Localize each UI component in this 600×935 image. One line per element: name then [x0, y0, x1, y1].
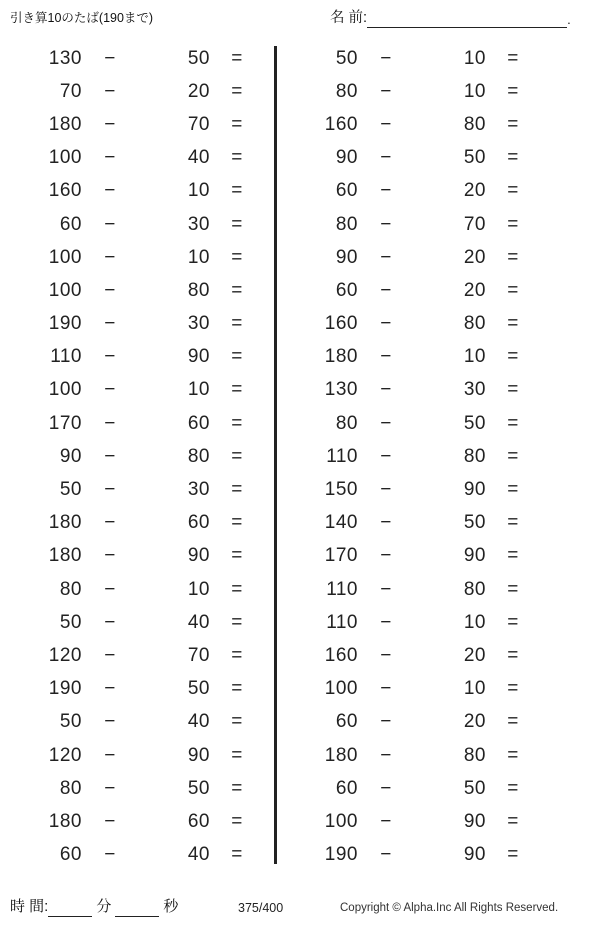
operand-a: 100	[48, 147, 82, 169]
operand-a: 160	[324, 113, 358, 135]
problem-grid	[0, 42, 600, 872]
operand-b: 50	[463, 512, 486, 534]
operator-symbol: −	[104, 80, 116, 102]
operand-b: 50	[463, 412, 486, 434]
operator-symbol: −	[104, 711, 116, 733]
equals-symbol: =	[507, 445, 519, 467]
equals-symbol: =	[231, 578, 243, 600]
operator-symbol: −	[380, 47, 392, 69]
operand-a: 160	[324, 313, 358, 335]
operator-symbol: −	[380, 346, 392, 368]
operand-b: 40	[187, 844, 210, 866]
problem-row	[0, 639, 274, 672]
operand-a: 90	[59, 445, 82, 467]
operand-a: 150	[324, 479, 358, 501]
problem-row	[0, 573, 274, 606]
equals-symbol: =	[507, 777, 519, 799]
operand-b: 80	[463, 744, 486, 766]
problem-row	[0, 839, 274, 872]
operand-b: 90	[463, 810, 486, 832]
operator-symbol: −	[380, 313, 392, 335]
operand-b: 10	[463, 678, 486, 700]
time-minutes-input[interactable]	[48, 898, 92, 917]
time-minutes-unit: 分	[96, 898, 112, 915]
equals-symbol: =	[507, 678, 519, 700]
operand-b: 70	[187, 113, 210, 135]
operand-b: 10	[463, 611, 486, 633]
operator-symbol: −	[380, 113, 392, 135]
operand-a: 110	[326, 611, 358, 633]
operand-b: 40	[187, 611, 210, 633]
operator-symbol: −	[104, 611, 116, 633]
equals-symbol: =	[231, 678, 243, 700]
operator-symbol: −	[104, 346, 116, 368]
operator-symbol: −	[380, 512, 392, 534]
operand-a: 110	[326, 578, 358, 600]
operand-a: 70	[59, 80, 82, 102]
operator-symbol: −	[380, 279, 392, 301]
equals-symbol: =	[231, 479, 243, 501]
operator-symbol: −	[380, 180, 392, 202]
operand-a: 80	[335, 80, 358, 102]
equals-symbol: =	[507, 578, 519, 600]
operator-symbol: −	[104, 844, 116, 866]
operand-b: 70	[463, 213, 486, 235]
operator-symbol: −	[380, 777, 392, 799]
equals-symbol: =	[231, 744, 243, 766]
operand-a: 110	[50, 346, 82, 368]
operand-b: 30	[187, 213, 210, 235]
problem-row	[280, 42, 554, 75]
equals-symbol: =	[507, 611, 519, 633]
operand-a: 100	[48, 379, 82, 401]
operator-symbol: −	[380, 213, 392, 235]
equals-symbol: =	[507, 180, 519, 202]
problem-row	[0, 440, 274, 473]
equals-symbol: =	[507, 313, 519, 335]
operand-a: 50	[335, 47, 358, 69]
operator-symbol: −	[104, 777, 116, 799]
problem-row	[280, 606, 554, 639]
operand-a: 160	[48, 180, 82, 202]
operand-b: 80	[187, 445, 210, 467]
operand-a: 180	[48, 810, 82, 832]
operator-symbol: −	[380, 246, 392, 268]
problem-row	[280, 274, 554, 307]
operator-symbol: −	[104, 180, 116, 202]
problem-row	[280, 374, 554, 407]
page-footer	[0, 887, 600, 935]
operand-b: 70	[187, 644, 210, 666]
equals-symbol: =	[507, 711, 519, 733]
operand-a: 180	[48, 545, 82, 567]
name-input-line[interactable]	[367, 10, 567, 28]
equals-symbol: =	[507, 810, 519, 832]
equals-symbol: =	[231, 810, 243, 832]
operand-b: 80	[463, 113, 486, 135]
problem-row	[280, 772, 554, 805]
operator-symbol: −	[380, 147, 392, 169]
operand-a: 190	[324, 844, 358, 866]
operand-b: 20	[463, 711, 486, 733]
operand-a: 190	[48, 678, 82, 700]
equals-symbol: =	[507, 246, 519, 268]
problem-row	[0, 274, 274, 307]
equals-symbol: =	[507, 213, 519, 235]
problem-row	[0, 673, 274, 706]
equals-symbol: =	[507, 744, 519, 766]
page-number: 375/400	[238, 901, 284, 915]
operand-b: 10	[463, 80, 486, 102]
operand-a: 50	[59, 711, 82, 733]
column-divider	[274, 46, 277, 864]
equals-symbol: =	[507, 279, 519, 301]
problem-row	[0, 706, 274, 739]
operator-symbol: −	[380, 844, 392, 866]
operand-b: 90	[187, 346, 210, 368]
problem-row	[0, 42, 274, 75]
operand-b: 90	[187, 744, 210, 766]
problem-row	[280, 739, 554, 772]
operator-symbol: −	[104, 545, 116, 567]
operator-symbol: −	[104, 246, 116, 268]
operand-b: 50	[187, 47, 210, 69]
problem-row	[280, 208, 554, 241]
equals-symbol: =	[231, 313, 243, 335]
operator-symbol: −	[104, 279, 116, 301]
operand-a: 130	[48, 47, 82, 69]
problem-row	[280, 473, 554, 506]
problem-row	[0, 473, 274, 506]
equals-symbol: =	[231, 644, 243, 666]
equals-symbol: =	[507, 412, 519, 434]
name-suffix: .	[567, 12, 571, 27]
operator-symbol: −	[380, 611, 392, 633]
operand-b: 50	[463, 777, 486, 799]
problem-row	[280, 639, 554, 672]
equals-symbol: =	[507, 47, 519, 69]
operator-symbol: −	[104, 379, 116, 401]
operand-a: 120	[48, 744, 82, 766]
operator-symbol: −	[380, 379, 392, 401]
operand-b: 10	[187, 379, 210, 401]
operand-b: 20	[463, 246, 486, 268]
problem-row	[280, 706, 554, 739]
operator-symbol: −	[380, 644, 392, 666]
operand-a: 140	[324, 512, 358, 534]
equals-symbol: =	[231, 213, 243, 235]
page-header	[0, 0, 600, 34]
problem-row	[280, 308, 554, 341]
operator-symbol: −	[104, 412, 116, 434]
operator-symbol: −	[104, 810, 116, 832]
problem-row	[0, 407, 274, 440]
operator-symbol: −	[104, 479, 116, 501]
operand-a: 60	[335, 180, 358, 202]
operator-symbol: −	[104, 578, 116, 600]
problem-row	[0, 175, 274, 208]
operand-a: 180	[324, 744, 358, 766]
operator-symbol: −	[380, 479, 392, 501]
equals-symbol: =	[507, 379, 519, 401]
operator-symbol: −	[104, 512, 116, 534]
equals-symbol: =	[507, 80, 519, 102]
operand-b: 10	[187, 578, 210, 600]
equals-symbol: =	[231, 147, 243, 169]
problem-row	[280, 540, 554, 573]
equals-symbol: =	[231, 180, 243, 202]
operand-b: 30	[187, 479, 210, 501]
operator-symbol: −	[380, 578, 392, 600]
problem-row	[0, 341, 274, 374]
operand-b: 10	[187, 180, 210, 202]
operand-b: 80	[463, 313, 486, 335]
operand-b: 90	[463, 844, 486, 866]
operand-a: 80	[59, 777, 82, 799]
equals-symbol: =	[231, 113, 243, 135]
problem-row	[280, 440, 554, 473]
time-seconds-unit: 秒	[163, 898, 179, 915]
operand-b: 10	[187, 246, 210, 268]
equals-symbol: =	[231, 711, 243, 733]
operator-symbol: −	[104, 744, 116, 766]
operand-b: 50	[187, 678, 210, 700]
equals-symbol: =	[231, 379, 243, 401]
problem-row	[0, 208, 274, 241]
operand-b: 20	[463, 180, 486, 202]
equals-symbol: =	[231, 47, 243, 69]
equals-symbol: =	[231, 512, 243, 534]
operator-symbol: −	[380, 445, 392, 467]
operand-b: 30	[463, 379, 486, 401]
operator-symbol: −	[104, 644, 116, 666]
equals-symbol: =	[507, 545, 519, 567]
problem-row	[0, 241, 274, 274]
equals-symbol: =	[231, 445, 243, 467]
operand-b: 10	[463, 47, 486, 69]
problem-row	[0, 108, 274, 141]
operator-symbol: −	[380, 412, 392, 434]
problem-row	[0, 142, 274, 175]
operand-a: 180	[48, 512, 82, 534]
problem-row	[0, 606, 274, 639]
problem-row	[280, 108, 554, 141]
operator-symbol: −	[380, 711, 392, 733]
problem-row	[0, 507, 274, 540]
operand-a: 160	[324, 644, 358, 666]
problem-row	[0, 75, 274, 108]
operator-symbol: −	[104, 47, 116, 69]
equals-symbol: =	[231, 80, 243, 102]
problem-row	[280, 407, 554, 440]
problem-row	[0, 540, 274, 573]
problem-row	[0, 805, 274, 838]
operand-a: 100	[48, 246, 82, 268]
page-title: 引き算10のたば(190まで)	[10, 11, 154, 25]
equals-symbol: =	[507, 147, 519, 169]
operand-a: 60	[335, 777, 358, 799]
operand-a: 90	[335, 147, 358, 169]
problem-row	[280, 241, 554, 274]
problem-row	[280, 673, 554, 706]
time-seconds-input[interactable]	[115, 898, 159, 917]
equals-symbol: =	[231, 279, 243, 301]
equals-symbol: =	[231, 412, 243, 434]
operand-b: 30	[187, 313, 210, 335]
problem-row	[0, 374, 274, 407]
operator-symbol: −	[104, 213, 116, 235]
equals-symbol: =	[507, 512, 519, 534]
operand-a: 190	[48, 313, 82, 335]
operator-symbol: −	[380, 744, 392, 766]
name-field-group	[330, 6, 571, 28]
operand-a: 130	[324, 379, 358, 401]
operand-a: 170	[48, 412, 82, 434]
name-label: 名 前:	[330, 10, 368, 26]
operator-symbol: −	[380, 545, 392, 567]
equals-symbol: =	[231, 246, 243, 268]
equals-symbol: =	[231, 844, 243, 866]
problem-row	[280, 175, 554, 208]
operand-a: 120	[48, 644, 82, 666]
operand-b: 20	[463, 279, 486, 301]
operand-a: 100	[324, 678, 358, 700]
copyright-notice: Copyright © Alpha.Inc All Rights Reserved.	[340, 902, 559, 914]
operand-a: 90	[335, 246, 358, 268]
time-field-group	[10, 895, 178, 917]
operand-a: 100	[48, 279, 82, 301]
operand-b: 80	[187, 279, 210, 301]
operand-a: 110	[326, 445, 358, 467]
problem-row	[280, 839, 554, 872]
operand-b: 60	[187, 512, 210, 534]
operand-b: 90	[463, 545, 486, 567]
operator-symbol: −	[104, 313, 116, 335]
operand-a: 180	[48, 113, 82, 135]
operand-a: 80	[335, 412, 358, 434]
operator-symbol: −	[104, 678, 116, 700]
operand-b: 20	[463, 644, 486, 666]
operand-a: 80	[59, 578, 82, 600]
equals-symbol: =	[231, 777, 243, 799]
operand-a: 170	[324, 545, 358, 567]
operand-b: 40	[187, 711, 210, 733]
operator-symbol: −	[380, 810, 392, 832]
problem-row	[280, 142, 554, 175]
operand-a: 50	[59, 479, 82, 501]
problem-row	[0, 739, 274, 772]
operand-b: 20	[187, 80, 210, 102]
operand-b: 40	[187, 147, 210, 169]
operator-symbol: −	[104, 445, 116, 467]
problem-row	[0, 772, 274, 805]
equals-symbol: =	[507, 479, 519, 501]
operand-a: 60	[335, 279, 358, 301]
operand-a: 80	[335, 213, 358, 235]
operand-a: 50	[59, 611, 82, 633]
equals-symbol: =	[507, 113, 519, 135]
problem-row	[0, 308, 274, 341]
operand-b: 80	[463, 578, 486, 600]
operand-a: 180	[324, 346, 358, 368]
problem-row	[280, 573, 554, 606]
time-label: 時 間:	[10, 898, 49, 915]
operator-symbol: −	[104, 113, 116, 135]
problem-row	[280, 507, 554, 540]
operand-b: 50	[187, 777, 210, 799]
equals-symbol: =	[231, 545, 243, 567]
operator-symbol: −	[104, 147, 116, 169]
operand-b: 60	[187, 810, 210, 832]
problem-column-right	[280, 42, 554, 872]
problem-column-left	[0, 42, 274, 872]
operand-b: 10	[463, 346, 486, 368]
equals-symbol: =	[507, 844, 519, 866]
operand-b: 90	[463, 479, 486, 501]
operand-b: 80	[463, 445, 486, 467]
equals-symbol: =	[507, 644, 519, 666]
operand-b: 60	[187, 412, 210, 434]
problem-row	[280, 805, 554, 838]
operand-b: 50	[463, 147, 486, 169]
problem-row	[280, 75, 554, 108]
operand-a: 60	[59, 213, 82, 235]
operand-a: 60	[59, 844, 82, 866]
operand-a: 60	[335, 711, 358, 733]
operator-symbol: −	[380, 678, 392, 700]
equals-symbol: =	[507, 346, 519, 368]
equals-symbol: =	[231, 611, 243, 633]
operand-b: 90	[187, 545, 210, 567]
problem-row	[280, 341, 554, 374]
operator-symbol: −	[380, 80, 392, 102]
equals-symbol: =	[231, 346, 243, 368]
operand-a: 100	[324, 810, 358, 832]
